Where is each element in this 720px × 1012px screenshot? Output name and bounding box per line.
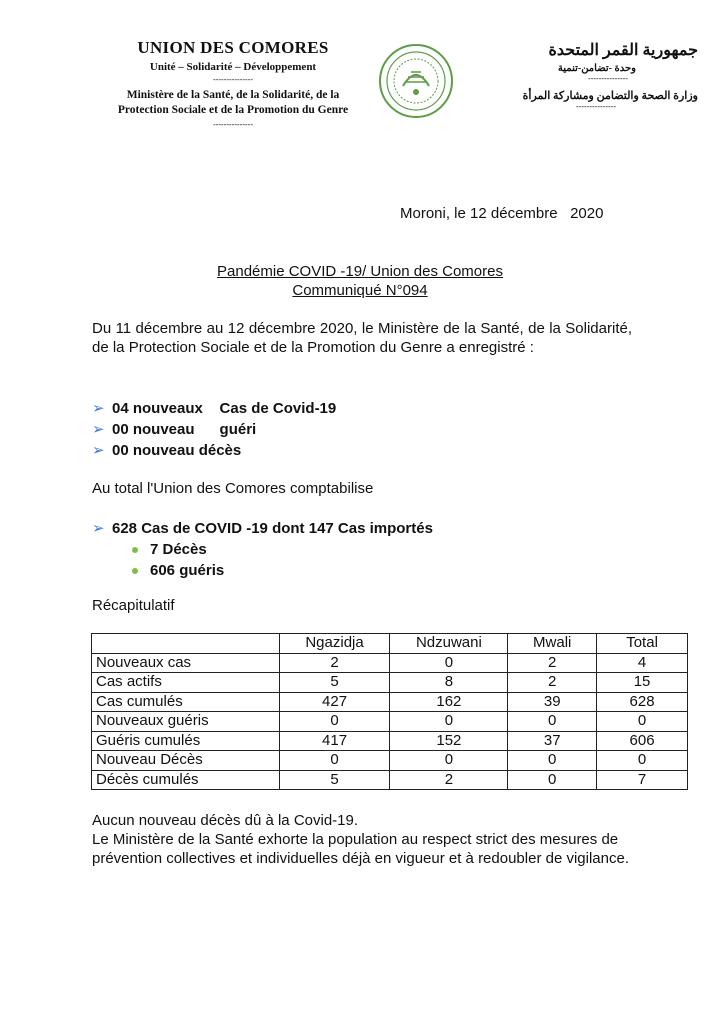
table-cell: 152 (390, 731, 508, 751)
row-label: Nouveaux guéris (92, 712, 280, 732)
table-cell: 39 (508, 692, 597, 712)
ministry-fr-line1: Ministère de la Santé, de la Solidarité, de la (126, 89, 340, 101)
header-left (88, 38, 378, 129)
list-item: 606 guéris (92, 560, 433, 581)
row-label: Cas actifs (92, 673, 280, 693)
table-cell: 0 (279, 712, 390, 732)
divider-dashes: --------------- (576, 102, 616, 111)
motto-ar: وحدة -تضامن-تنمية (557, 63, 636, 74)
row-label: Nouveau Décès (92, 751, 280, 771)
table-cell: 2 (390, 770, 508, 790)
table-cell: 0 (597, 751, 688, 771)
table-cell: 427 (279, 692, 390, 712)
table-cell: 0 (508, 712, 597, 732)
recap-table (91, 633, 688, 790)
communique-title (150, 262, 570, 300)
totals-list (92, 518, 433, 581)
list-item: ➢ 00 nouveau guéri (92, 421, 257, 438)
table-header-cell: Mwali (508, 634, 597, 654)
list-item: 7 Décès (92, 539, 433, 560)
table-row (92, 673, 688, 693)
row-label: Nouveaux cas (92, 653, 280, 673)
arrow-right-icon: ➢ (92, 421, 105, 438)
table-header-row (92, 634, 688, 654)
table-cell: 0 (390, 751, 508, 771)
country-name-fr: UNION DES COMORES (137, 38, 329, 57)
arrow-right-icon: ➢ (92, 400, 105, 417)
table-header-cell: Ngazidja (279, 634, 390, 654)
date-line: Moroni, le 12 décembre 2020 (400, 205, 604, 222)
table-row (92, 692, 688, 712)
table-row (92, 751, 688, 771)
dot-icon (132, 568, 138, 574)
table-cell: 0 (508, 770, 597, 790)
table-header-cell: Total (597, 634, 688, 654)
row-label: Guéris cumulés (92, 731, 280, 751)
table-cell: 8 (390, 673, 508, 693)
intro-paragraph: Du 11 décembre au 12 décembre 2020, le Ministère de la Santé, de la Solidarité, de la Protection Sociale et de la Promotion du Genre a enregistré : (92, 320, 632, 356)
title-line2: Communiqué N°094 (292, 282, 428, 299)
table-cell: 0 (390, 653, 508, 673)
list-item: ➢ 628 Cas de COVID -19 dont 147 Cas importés (92, 520, 433, 537)
table-cell: 0 (508, 751, 597, 771)
row-label: Décès cumulés (92, 770, 280, 790)
table-cell: 628 (597, 692, 688, 712)
table-cell: 37 (508, 731, 597, 751)
divider-dashes: --------------- (213, 75, 253, 84)
closing-line2: Le Ministère de la Santé exhorte la population au respect strict des mesures de prévention collectives et individuelles déjà en vigueur et à redoubler de vigilance. (92, 831, 629, 867)
divider-dashes: --------------- (213, 120, 253, 129)
closing-line1: Aucun nouveau décès dû à la Covid-19. (92, 812, 359, 829)
table-cell: 15 (597, 673, 688, 693)
new-items-list (92, 398, 336, 461)
table-cell: 606 (597, 731, 688, 751)
list-item: ➢ 04 nouveaux Cas de Covid-19 (92, 400, 337, 417)
table-cell: 2 (508, 653, 597, 673)
ministry-ar: وزارة الصحة والتضامن ومشاركة المرأة (522, 90, 698, 102)
table-header-cell: Ndzuwani (390, 634, 508, 654)
table-cell: 2 (508, 673, 597, 693)
table-row (92, 770, 688, 790)
table-cell: 4 (597, 653, 688, 673)
country-name-ar: جمهورية القمر المتحدة (548, 42, 698, 59)
arrow-right-icon: ➢ (92, 442, 105, 459)
table-row (92, 653, 688, 673)
table-row (92, 712, 688, 732)
arrow-right-icon: ➢ (92, 520, 105, 537)
table-header-cell (92, 634, 280, 654)
divider-dashes: --------------- (588, 74, 628, 83)
table-cell: 162 (390, 692, 508, 712)
table-cell: 7 (597, 770, 688, 790)
ministry-fr-line2: Protection Sociale et de la Promotion du Genre (117, 104, 349, 116)
table-cell: 5 (279, 673, 390, 693)
table-row (92, 731, 688, 751)
row-label: Cas cumulés (92, 692, 280, 712)
closing-text (92, 811, 652, 868)
motto-fr: Unité – Solidarité – Développement (149, 61, 317, 73)
header-right (478, 40, 698, 111)
title-line1: Pandémie COVID -19/ Union des Comores (217, 263, 503, 280)
table-cell: 0 (597, 712, 688, 732)
total-intro: Au total l'Union des Comores comptabilise (92, 480, 374, 497)
recap-label: Récapitulatif (92, 597, 175, 614)
table-cell: 0 (279, 751, 390, 771)
table-cell: 417 (279, 731, 390, 751)
table-cell: 5 (279, 770, 390, 790)
table-cell: 2 (279, 653, 390, 673)
list-item: ➢ 00 nouveau décès (92, 442, 242, 459)
table-cell: 0 (390, 712, 508, 732)
ministry-seal-icon (377, 42, 455, 120)
dot-icon (132, 547, 138, 553)
